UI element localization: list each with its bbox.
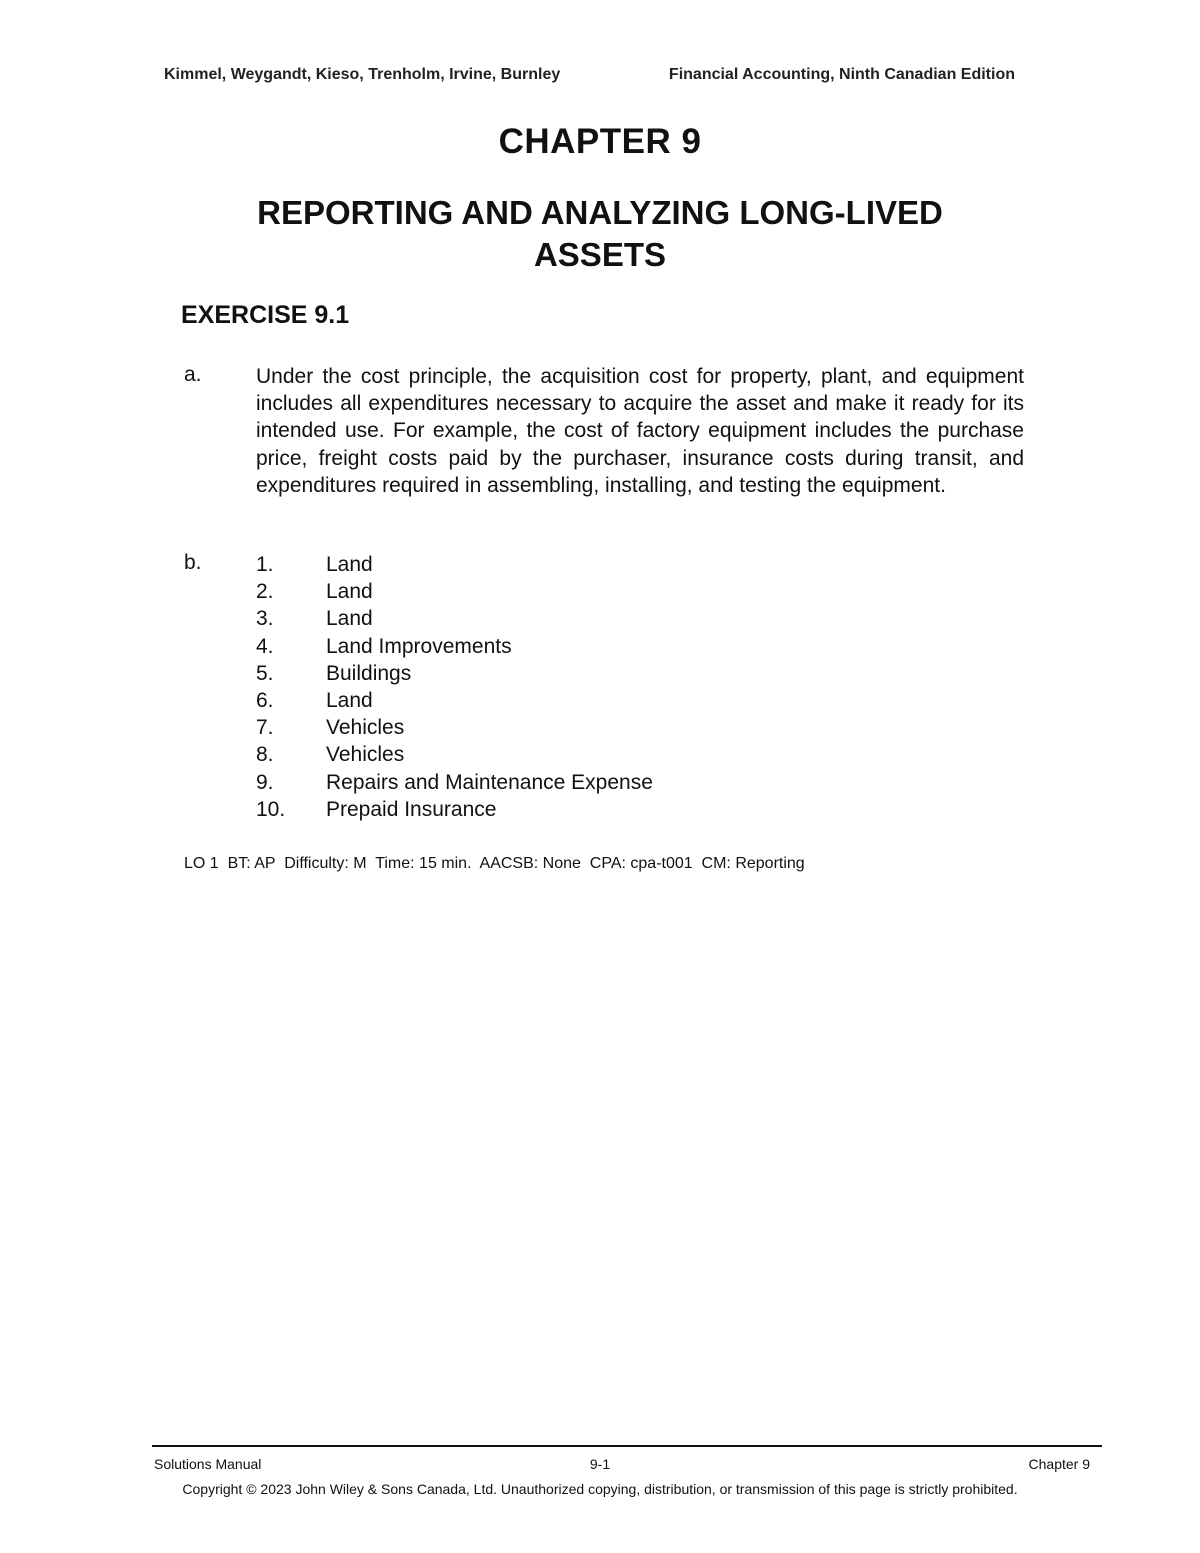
list-item	[256, 796, 653, 823]
list-item-number: 8.	[256, 743, 274, 767]
list-item-text: Land	[326, 607, 373, 631]
list-item-text: Prepaid Insurance	[326, 797, 497, 821]
list-item-number: 3.	[256, 607, 274, 631]
chapter-title: CHAPTER 9	[498, 122, 702, 161]
chapter-subtitle: REPORTING AND ANALYZING LONG-LIVED ASSETS	[257, 194, 943, 273]
list-item-number: 7.	[256, 716, 274, 740]
part-a-text: Under the cost principle, the acquisition cost for property, plant, and equipment includes all expenditures necessary to acquire the asset and make it ready for its intended use. For example, the cost of factory equipment includes the purchase price, freight costs paid by the purchaser, insurance costs during transit, and expenditures required in assembling, installing, and testing the equipment.	[256, 365, 1024, 497]
part-b-label: b.	[184, 551, 202, 574]
footer-right: Chapter 9	[1028, 1456, 1090, 1472]
list-item-number: 10.	[256, 797, 286, 821]
footer-left: Solutions Manual	[154, 1456, 262, 1472]
header-authors: Kimmel, Weygandt, Kieso, Trenholm, Irvine, Burnley	[164, 66, 561, 83]
learning-objective-metadata: LO 1 BT: AP Difficulty: M Time: 15 min. AACSB: None CPA: cpa-t001 CM: Reporting	[184, 855, 805, 872]
list-item	[256, 687, 653, 714]
footer-divider	[152, 1445, 1102, 1447]
list-item-number: 1.	[256, 553, 274, 576]
part-a-label: a.	[184, 363, 202, 386]
list-item-text: Vehicles	[326, 743, 405, 767]
list-item-text: Land Improvements	[326, 634, 512, 658]
list-item	[256, 741, 653, 768]
list-item-text: Land	[326, 580, 373, 604]
list-item-number: 4.	[256, 634, 274, 658]
list-item-text: Land	[326, 553, 373, 576]
list-item-text: Land	[326, 688, 373, 712]
list-item-number: 2.	[256, 580, 274, 604]
list-item	[256, 633, 653, 660]
list-item	[256, 551, 653, 578]
list-item-number: 5.	[256, 661, 274, 685]
list-item-number: 9.	[256, 770, 274, 794]
classification-list	[256, 551, 653, 823]
list-item-text: Buildings	[326, 661, 412, 685]
page-number: 9-1	[589, 1456, 611, 1472]
list-item	[256, 578, 653, 605]
list-item	[256, 714, 653, 741]
list-item	[256, 605, 653, 632]
header-book-title: Financial Accounting, Ninth Canadian Edition	[668, 66, 1015, 83]
list-item	[256, 660, 653, 687]
exercise-title: EXERCISE 9.1	[181, 301, 350, 329]
list-item-number: 6.	[256, 688, 274, 712]
list-item-text: Repairs and Maintenance Expense	[326, 770, 653, 794]
copyright-notice: Copyright © 2023 John Wiley & Sons Canada, Ltd. Unauthorized copying, distribution, or transmission of this page is strictly prohibited.	[182, 1481, 1018, 1497]
list-item-text: Vehicles	[326, 716, 405, 740]
list-item	[256, 769, 653, 796]
